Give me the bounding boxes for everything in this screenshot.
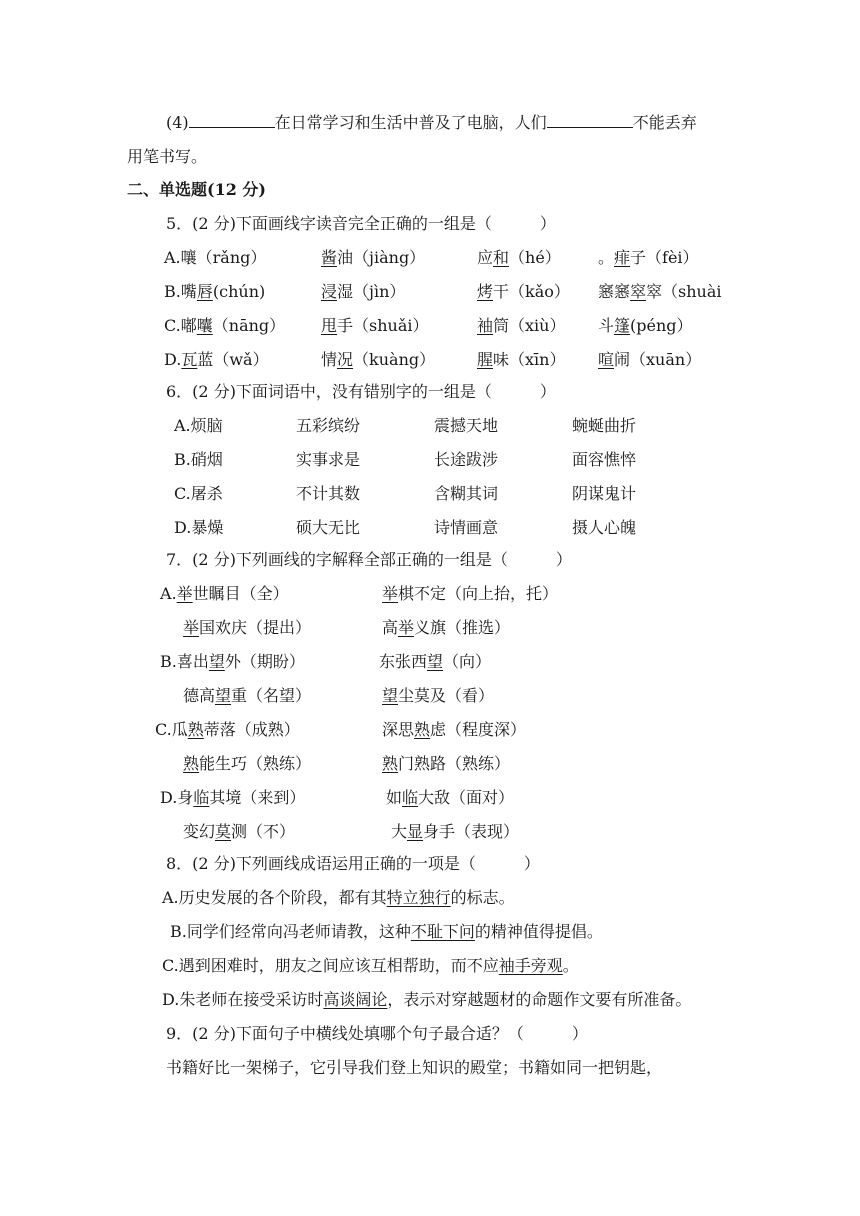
option-text-suffix: 世瞩目（全） xyxy=(192,584,289,603)
option-text-prefix: 情 xyxy=(321,350,338,369)
question-8-option xyxy=(162,955,579,977)
option-text-suffix: 蒂落（成熟） xyxy=(203,720,300,739)
option-text-suffix: 虑（程度深） xyxy=(430,720,527,739)
underlined-text: 莫 xyxy=(215,822,232,841)
question-5-option-cell xyxy=(598,349,701,371)
question-6-option-cell: 诗情画意 xyxy=(434,518,499,537)
option-text-prefix: 深思 xyxy=(382,720,415,739)
question-4-end: 不能丢弃 xyxy=(632,113,697,132)
option-text-prefix: A.历史发展的各个阶段，都有其 xyxy=(162,888,387,907)
question-4-wrap: 用笔书写。 xyxy=(127,147,208,166)
underlined-text: 望 xyxy=(382,686,399,705)
option-text-suffix: (chún) xyxy=(212,282,266,301)
question-7-option-cell xyxy=(382,685,494,707)
question-6-option-cell: 面容憔悴 xyxy=(572,450,637,469)
option-text-prefix: 斗 xyxy=(598,316,615,335)
underlined-text: 望 xyxy=(427,652,444,671)
option-text-prefix: 大 xyxy=(391,822,408,841)
option-text-suffix: 义旗（推选） xyxy=(414,618,511,637)
question-5-option-cell xyxy=(164,349,269,371)
question-6-option-cell: 实事求是 xyxy=(296,450,361,469)
underlined-text: 酱 xyxy=(321,248,338,267)
underlined-text: 和 xyxy=(493,248,510,267)
option-text-prefix: 窸窸 xyxy=(598,282,631,301)
option-text-suffix: 窣（shuài xyxy=(646,282,722,301)
underlined-text: 甩 xyxy=(321,316,338,335)
underlined-text: 不耻下问 xyxy=(410,922,475,941)
question-4-number: (4) xyxy=(166,113,189,132)
option-text-suffix: 外（期盼） xyxy=(224,652,305,671)
question-6-option-cell: 摄人心魄 xyxy=(572,518,637,537)
question-6-option-cell: 含糊其词 xyxy=(434,484,499,503)
option-text-prefix: D.朱老师在接受采访时 xyxy=(162,990,324,1009)
question-8-option xyxy=(162,887,515,909)
question-9-stem: 9．(2 分)下面句子中横线处填哪个句子最合适？（ ） xyxy=(166,1024,588,1043)
question-5-option-cell xyxy=(164,247,266,269)
underlined-text: 囔 xyxy=(196,316,213,335)
question-7-option-cell xyxy=(183,685,311,707)
question-7-option-cell xyxy=(382,617,510,639)
option-text-prefix: 德高 xyxy=(183,686,216,705)
option-text-suffix: 尘莫及（看） xyxy=(398,686,495,705)
question-6-option-cell: 震撼天地 xyxy=(434,416,499,435)
underlined-text: 痱 xyxy=(614,248,631,267)
question-7-option-cell xyxy=(382,753,510,775)
option-text-suffix: 湿（jìn） xyxy=(337,282,406,301)
question-5-option-cell xyxy=(477,315,565,337)
option-text-suffix: 重（名望） xyxy=(231,686,312,705)
question-5-option-cell xyxy=(598,247,699,269)
question-7-option-cell xyxy=(183,617,311,639)
underlined-text: 举 xyxy=(183,618,200,637)
question-5-option-cell xyxy=(477,349,565,371)
underlined-text: 显 xyxy=(407,822,424,841)
question-6-option-cell: B.硝烟 xyxy=(174,450,223,469)
option-text-prefix: 高 xyxy=(382,618,399,637)
question-8-option xyxy=(162,989,691,1011)
option-text-prefix: 。 xyxy=(598,248,615,267)
option-text-suffix: 其境（来到） xyxy=(209,788,306,807)
option-text-suffix: 棋不定（向上抬，托） xyxy=(398,584,559,603)
underlined-text: 临 xyxy=(193,788,210,807)
underlined-text: 烤 xyxy=(477,282,494,301)
option-text-prefix: D. xyxy=(164,350,182,369)
underlined-text: 况 xyxy=(337,350,354,369)
option-text-prefix: A. xyxy=(160,584,177,603)
option-text-suffix: （rǎng） xyxy=(196,248,267,267)
question-6-option-cell: 硕大无比 xyxy=(296,518,361,537)
question-5-option-cell xyxy=(598,281,722,303)
question-4-middle: 在日常学习和生活中普及了电脑，人们 xyxy=(274,113,547,132)
question-5-option-cell xyxy=(598,315,693,337)
question-5-option-cell xyxy=(477,247,561,269)
underlined-text: 特立独行 xyxy=(386,888,451,907)
underlined-text: 熟 xyxy=(187,720,204,739)
underlined-text: 篷 xyxy=(614,316,631,335)
underlined-text: 举 xyxy=(176,584,193,603)
option-text-suffix: (péng） xyxy=(630,316,693,335)
underlined-text: 瓦 xyxy=(181,350,198,369)
question-7-option-cell xyxy=(160,651,305,673)
underlined-text: 喧 xyxy=(598,350,615,369)
question-7-option-cell xyxy=(391,821,519,843)
question-7-option-cell xyxy=(160,787,305,809)
question-6-option-cell: 蜿蜒曲折 xyxy=(572,416,637,435)
question-6-option-cell: 长途跋涉 xyxy=(434,450,499,469)
option-text-suffix: （hé） xyxy=(509,248,561,267)
option-text-suffix: 筒（xiù） xyxy=(493,316,566,335)
option-text-suffix: （nāng） xyxy=(212,316,286,335)
underlined-text: 熟 xyxy=(382,754,399,773)
underlined-text: 袖手旁观 xyxy=(498,956,563,975)
option-text-prefix: B.嘴 xyxy=(164,282,197,301)
question-5-stem: 5．(2 分)下面画线字读音完全正确的一组是（ ） xyxy=(166,214,556,233)
option-text-prefix: D.身 xyxy=(160,788,194,807)
underlined-text: 窣 xyxy=(630,282,647,301)
question-8-option xyxy=(170,921,603,943)
underlined-text: 熟 xyxy=(183,754,200,773)
option-text-suffix: ，表示对穿越题材的命题作文要有所准备。 xyxy=(387,990,692,1009)
option-text-suffix: 味（xīn） xyxy=(493,350,566,369)
question-5-option-cell xyxy=(477,281,570,303)
question-6-option-cell: C.屠杀 xyxy=(174,484,223,503)
underlined-text: 临 xyxy=(402,788,419,807)
option-text-prefix: C.嘟 xyxy=(164,316,197,335)
question-5-option-cell xyxy=(164,281,265,303)
underlined-text: 浸 xyxy=(321,282,338,301)
option-text-suffix: （kuàng） xyxy=(353,350,436,369)
question-6-option-cell: A.烦脑 xyxy=(174,416,223,435)
question-8-stem: 8．(2 分)下列画线成语运用正确的一项是（ ） xyxy=(166,854,540,873)
option-text-suffix: 闹（xuān） xyxy=(614,350,702,369)
option-text-suffix: （向） xyxy=(443,652,492,671)
underlined-text: 望 xyxy=(208,652,225,671)
option-text-suffix: 大敌（面对） xyxy=(418,788,515,807)
underlined-text: 袖 xyxy=(477,316,494,335)
question-6-option-cell: 阴谋鬼计 xyxy=(572,484,637,503)
underlined-text: 高谈阔论 xyxy=(323,990,388,1009)
question-7-option-cell xyxy=(155,719,300,741)
question-5-option-cell xyxy=(321,349,435,371)
underlined-text: 举 xyxy=(398,618,415,637)
option-text-suffix: 手（shuǎi） xyxy=(337,316,429,335)
option-text-prefix: A.嚷 xyxy=(164,248,197,267)
option-text-suffix: 能生巧（熟练） xyxy=(199,754,312,773)
question-9-text: 书籍好比一架梯子，它引导我们登上知识的殿堂；书籍如同一把钥匙， xyxy=(166,1058,663,1077)
question-6-option-cell: D.暴燥 xyxy=(174,518,224,537)
option-text-prefix: B.喜出 xyxy=(160,652,209,671)
option-text-suffix: 的标志。 xyxy=(450,888,515,907)
underlined-text: 唇 xyxy=(196,282,213,301)
underlined-text: 望 xyxy=(215,686,232,705)
question-7-option-cell xyxy=(382,719,526,741)
question-6-option-cell: 不计其数 xyxy=(296,484,361,503)
option-text-prefix: 东张西 xyxy=(379,652,428,671)
question-5-option-cell xyxy=(321,247,425,269)
option-text-prefix: 应 xyxy=(477,248,494,267)
question-4-line xyxy=(166,111,697,134)
question-6-stem: 6．(2 分)下面词语中，没有错别字的一组是（ ） xyxy=(166,382,556,401)
underlined-text: 熟 xyxy=(414,720,431,739)
question-5-option-cell xyxy=(164,315,285,337)
option-text-suffix: 子（fèi） xyxy=(630,248,699,267)
option-text-prefix: 如 xyxy=(386,788,403,807)
question-5-option-cell xyxy=(321,281,405,303)
option-text-prefix: C.遇到困难时，朋友之间应该互相帮助，而不应 xyxy=(162,956,499,975)
underlined-text: 举 xyxy=(382,584,399,603)
option-text-suffix: 的精神值得提倡。 xyxy=(474,922,603,941)
option-text-prefix: C.瓜 xyxy=(155,720,188,739)
question-7-option-cell xyxy=(379,651,491,673)
option-text-suffix: 。 xyxy=(562,956,579,975)
underlined-text: 腥 xyxy=(477,350,494,369)
option-text-suffix: 国欢庆（提出） xyxy=(199,618,312,637)
question-7-option-cell xyxy=(386,787,514,809)
question-7-stem: 7．(2 分)下列画线的字解释全部正确的一组是（ ） xyxy=(166,550,572,569)
question-7-option-cell xyxy=(160,583,289,605)
option-text-suffix: 门熟路（熟练） xyxy=(398,754,511,773)
question-7-option-cell xyxy=(183,821,295,843)
blank-2[interactable] xyxy=(547,111,633,128)
question-7-option-cell xyxy=(382,583,558,605)
option-text-suffix: 干（kǎo） xyxy=(493,282,570,301)
option-text-prefix: B.同学们经常向冯老师请教，这种 xyxy=(170,922,411,941)
blank-1[interactable] xyxy=(189,111,275,128)
question-6-option-cell: 五彩缤纷 xyxy=(296,416,361,435)
question-7-option-cell xyxy=(183,753,311,775)
option-text-suffix: 身手（表现） xyxy=(423,822,520,841)
option-text-suffix: 蓝（wǎ） xyxy=(197,350,269,369)
option-text-suffix: 测（不） xyxy=(231,822,296,841)
option-text-prefix: 变幻 xyxy=(183,822,216,841)
section-title: 二、单选题(12 分) xyxy=(127,180,266,199)
question-5-option-cell xyxy=(321,315,429,337)
option-text-suffix: 油（jiàng） xyxy=(337,248,426,267)
